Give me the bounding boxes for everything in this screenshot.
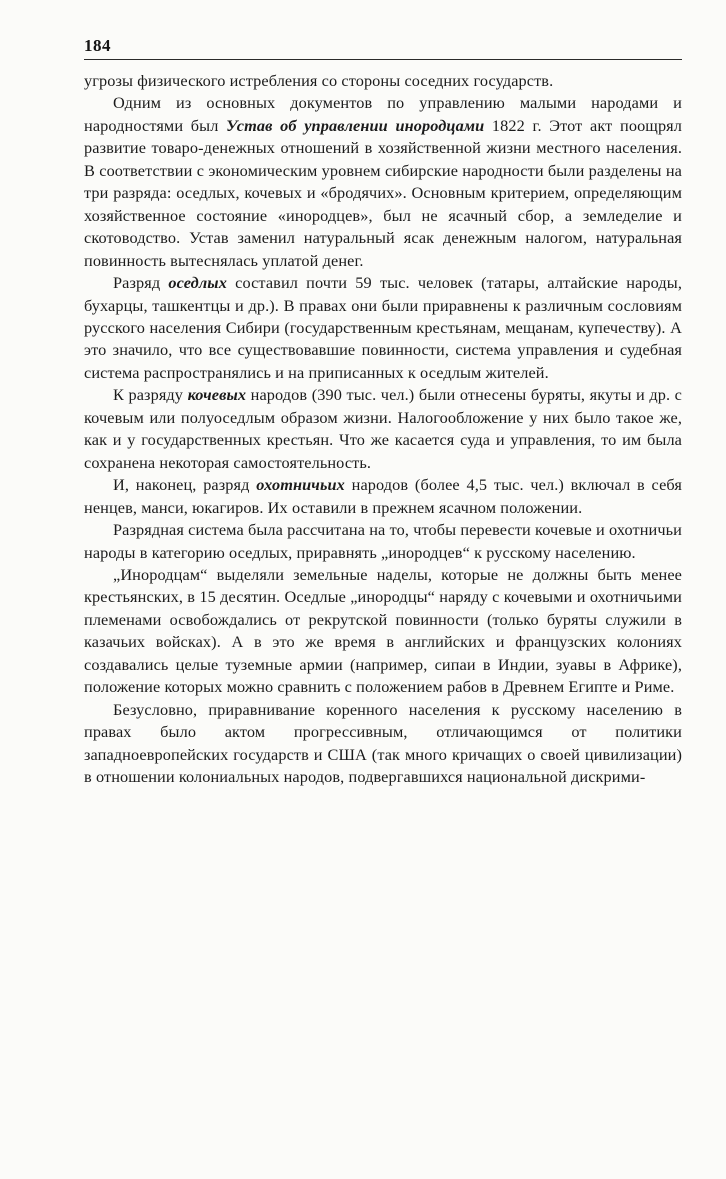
paragraph: [84, 272, 682, 384]
text-run: И, наконец, разряд: [113, 475, 257, 495]
text-block: [84, 70, 682, 789]
text-run: угрозы физического истребления со стороны соседних государств.: [84, 71, 554, 90]
paragraph: [84, 699, 682, 789]
header-rule: [84, 59, 682, 60]
paragraph: [84, 92, 682, 272]
paragraph: [84, 384, 682, 474]
text-run: „Инородцам“ выделяли земельные наделы, которые не должны быть менее крестьянских, в 15 десятин. Оседлые „инородцы“ наряду с кочевыми и охотничьими племенами освобождались от рекрутской повинности (только буряты служили в казачьих войсках). А в это же время в английских и французских колониях создавались целые туземные армии (например, сипаи в Индии, зуавы в Африке), положение которых можно сравнить с положением рабов в Древнем Египте и Риме.: [84, 564, 682, 697]
page-header: [84, 36, 682, 60]
text-run: Устав об управлении инородцами: [226, 115, 485, 135]
paragraph: [84, 70, 682, 92]
text-run: составил почти 59 тыс. человек (татары, алтайские народы, бухарцы, ташкентцы и др.). В правах они были приравнены к различным сословиям русского населения Сибири (государственным крестьянам, мещанам, купечеству). А это значило, что все существовавшие повинности, система управления и судебная система распространялись и на приписанных к оседлым жителей.: [84, 273, 682, 382]
text-run: Безусловно, приравнивание коренного населения к русскому населению в правах было актом прогрессивным, отличающимся от политики западноевропейских государств и США (так много кричащих о своей цивилизации) в отношении колониальных народов, подвергавшихся национальной дискрими-: [84, 699, 682, 787]
text-run: К разряду: [113, 385, 188, 405]
text-run: кочевых: [187, 385, 247, 405]
text-run: Разрядная система была рассчитана на то, чтобы перевести кочевые и охотничьи народы в категорию оседлых, приравнять „инородцев“ к русскому населению.: [84, 520, 682, 562]
paragraph: [84, 474, 682, 519]
text-run: оседлых: [168, 273, 227, 293]
paragraph: [84, 564, 682, 699]
text-run: 1822 г. Этот акт поощрял развитие товаро-денежных отношений в хозяйственной жизни местного населения. В соответствии с экономическим уровнем сибирские народности были разделены на три разряда: оседлых, кочевых и «бродячих». Основным критерием, определяющим хозяйственное состояние «инородцев», был не ясачный сбор, а земледелие и скотоводство. Устав заменил натуральный ясак денежным налогом, натуральная повинность вытеснялась уплатой денег.: [84, 115, 683, 270]
paragraph: [84, 519, 682, 564]
text-run: охотничьих: [256, 475, 345, 495]
text-run: Одним из основных документов по управлению малыми народами и народностями был: [84, 93, 682, 135]
text-run: народов (более 4,5 тыс. чел.) включал в себя ненцев, манси, юкагиров. Их оставили в прежнем ясачном положении.: [84, 475, 682, 517]
text-run: народов (390 тыс. чел.) были отнесены буряты, якуты и др. с кочевым или полуоседлым образом жизни. Налогообложение у них было такое же, как и у государственных крестьян. Что же касается суда и управления, то им была сохранена некоторая самостоятельность.: [84, 385, 683, 472]
text-run: Разряд: [113, 273, 169, 293]
page-number: 184: [84, 36, 111, 55]
